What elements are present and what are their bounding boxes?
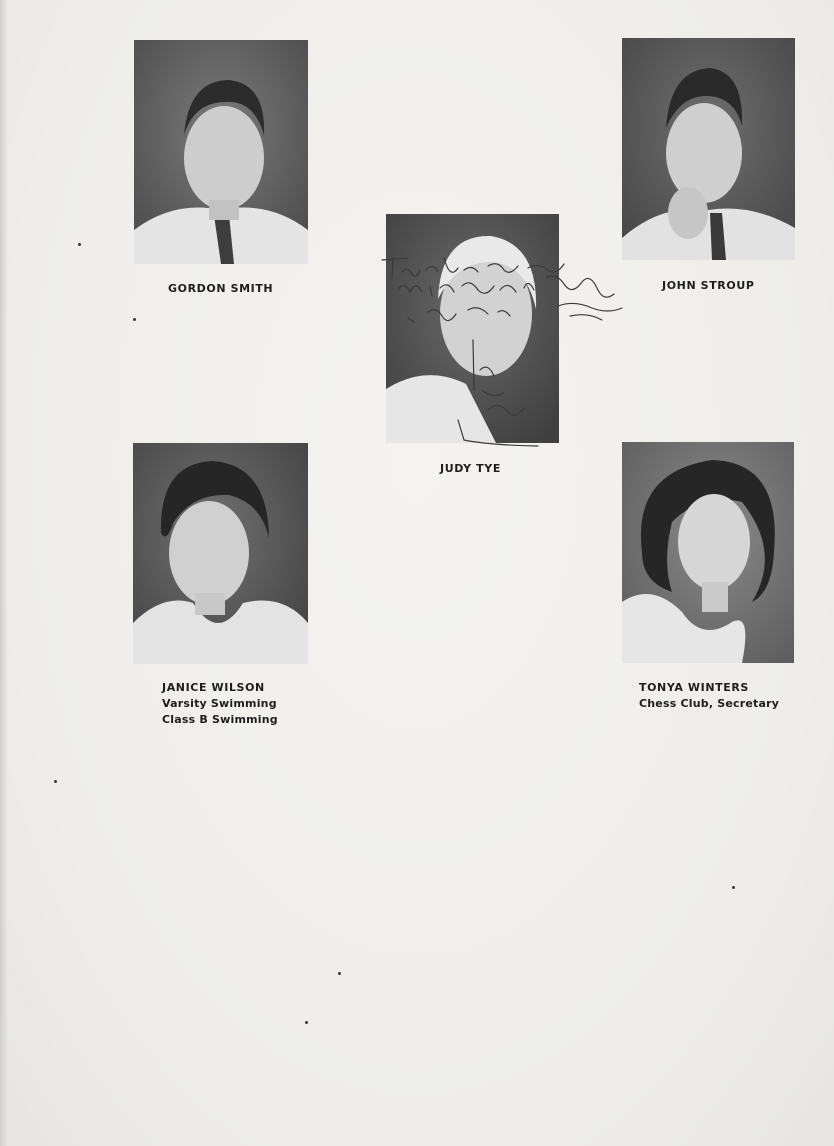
paper-speck (54, 780, 57, 783)
portrait-photo-john-stroup (622, 38, 795, 260)
student-name-judy-tye: JUDY TYE (440, 462, 501, 475)
student-caption-tonya-winters (639, 680, 779, 712)
paper-speck (78, 243, 81, 246)
student-activity: Chess Club, Secretary (639, 697, 780, 710)
portrait-photo-janice-wilson (133, 443, 308, 664)
student-activity: Class B Swimming (162, 713, 278, 726)
student-name-john-stroup: JOHN STROUP (662, 279, 755, 292)
autograph-signature (378, 250, 628, 450)
paper-speck (732, 886, 735, 889)
paper-speck (305, 1021, 308, 1024)
page-edge-shadow (0, 0, 8, 1146)
paper-speck (133, 318, 136, 321)
paper-speck (338, 972, 341, 975)
student-name-janice-wilson: JANICE WILSON (162, 681, 265, 694)
portrait-photo-tonya-winters (622, 442, 794, 663)
student-caption-janice-wilson (162, 680, 278, 728)
student-name-tonya-winters: TONYA WINTERS (639, 681, 749, 694)
portrait-photo-gordon-smith (134, 40, 308, 264)
student-name-gordon-smith: GORDON SMITH (168, 282, 274, 295)
student-activity: Varsity Swimming (162, 697, 277, 710)
